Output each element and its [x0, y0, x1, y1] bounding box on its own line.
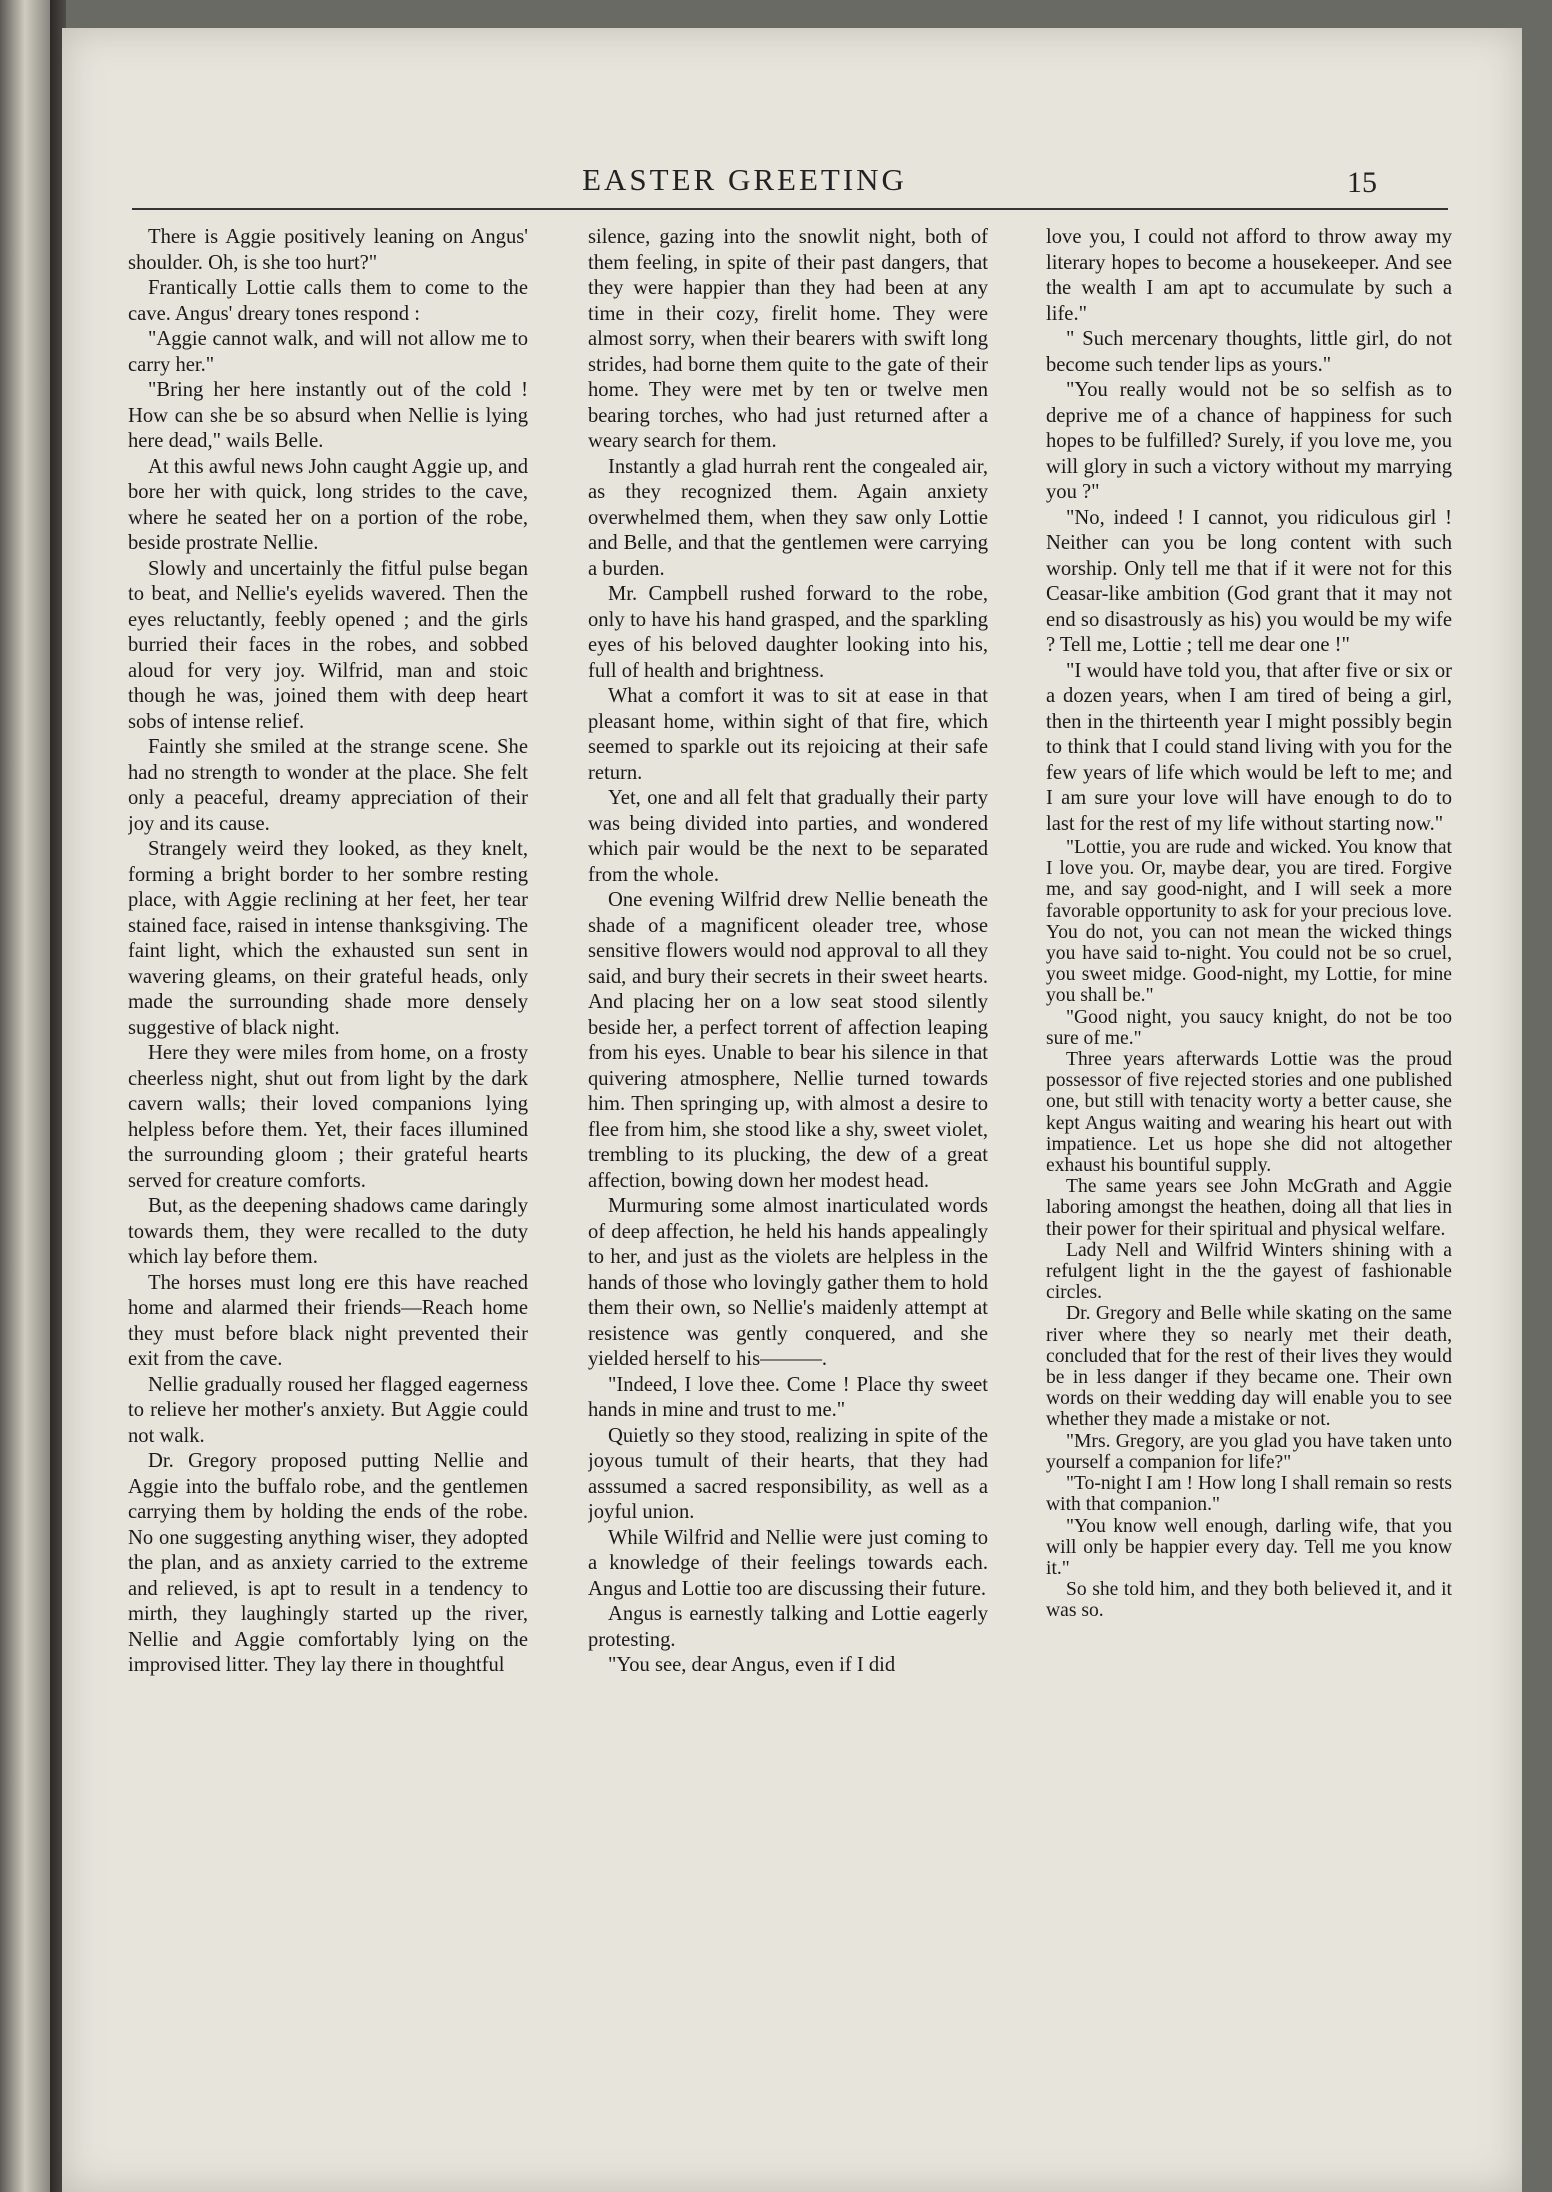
paragraph: "Good night, you saucy knight, do not be too sure of me."	[1046, 1006, 1452, 1049]
paragraph: Mr. Campbell rushed forward to the robe, only to have his hand grasped, and the sparkling eyes of his beloved daughter looking into his, full of health and brightness.	[588, 583, 988, 682]
paragraph: Instantly a glad hurrah rent the congealed air, as they recognized them. Again anxiety overwhelmed them, when they saw only Lottie and Belle, and that the gentlemen were carrying a burden.	[588, 455, 988, 580]
paragraph: At this awful news John caught Aggie up, and bore her with quick, long strides to the cave, where he seated her on a portion of the robe, beside prostrate Nellie.	[128, 455, 528, 554]
page-number: 15	[1347, 166, 1377, 199]
previous-page-edge	[0, 0, 50, 2192]
text-columns	[128, 225, 1452, 2105]
paragraph: Here they were miles from home, on a frosty cheerless night, shut out from light by the dark cavern walls; their loved companions lying helpless before them. Yet, their faces illumined the surrounding gloom ; their grateful hearts served for creature comforts.	[128, 1042, 528, 1192]
paragraph: Strangely weird they looked, as they knelt, forming a bright border to her sombre resting place, with Aggie reclining at her feet, her tear stained face, raised in intense thanksgiving. The faint light, which the exhausted sun sent in wavering gleams, on their grateful heads, only made the surrounding shade more densely suggestive of black night.	[128, 838, 528, 1039]
column-3	[1046, 225, 1452, 2105]
paragraph: "Indeed, I love thee. Come ! Place thy sweet hands in mine and trust to me."	[588, 1373, 988, 1421]
paragraph: Yet, one and all felt that gradually their party was being divided into parties, and wondered which pair would be the next to be separated from the whole.	[588, 787, 988, 886]
page-header	[62, 148, 1522, 208]
paragraph: "Bring her here instantly out of the cold ! How can she be so absurd when Nellie is lying here dead," wails Belle.	[128, 379, 528, 452]
magazine-page	[62, 28, 1522, 2192]
paragraph: Three years afterwards Lottie was the proud possessor of five rejected stories and one published one, but still with tenacity worty a better cause, she kept Angus waiting and wearing his heart out with impatience. Let us hope she did not altogether exhaust his bountiful supply.	[1046, 1049, 1452, 1177]
column-1	[128, 225, 528, 2105]
paragraph: "Mrs. Gregory, are you glad you have taken unto yourself a companion for life?"	[1046, 1430, 1452, 1473]
paragraph: So she told him, and they both believed it, and it was so.	[1046, 1579, 1452, 1622]
paragraph: "You really would not be so selfish as to deprive me of a chance of happiness for such hopes to be fulfilled? Surely, if you love me, you will glory in such a victory without my marrying you ?"	[1046, 379, 1452, 503]
paragraph: Angus is earnestly talking and Lottie eagerly protesting.	[588, 1603, 988, 1651]
paragraph: "You see, dear Angus, even if I did	[608, 1654, 896, 1676]
paragraph: Slowly and uncertainly the fitful pulse began to beat, and Nellie's eyelids wavered. Then the eyes reluctantly, feebly opened ; and the girls burried their faces in the robes, and sobbed aloud for very joy. Wilfrid, man and stoic though he was, joined them with deep heart sobs of intense relief.	[128, 557, 528, 733]
paragraph: love you, I could not afford to throw away my literary hopes to become a housekeeper. And see the wealth I am apt to accumulate by such a life."	[1046, 226, 1452, 325]
paragraph: Frantically Lottie calls them to come to the cave. Angus' dreary tones respond :	[128, 277, 528, 325]
paragraph: While Wilfrid and Nellie were just coming to a knowledge of their feelings towards each. Angus and Lottie too are discussing their future.	[588, 1526, 988, 1600]
paragraph: What a comfort it was to sit at ease in that pleasant home, within sight of that fire, which seemed to sparkle out its rejoicing at their safe return.	[588, 685, 988, 784]
paragraph: The same years see John McGrath and Aggie laboring amongst the heathen, doing all that lies in their power for their spiritual and physical welfare.	[1046, 1176, 1452, 1240]
paragraph: Faintly she smiled at the strange scene. She had no strength to wonder at the place. She felt only a peaceful, dreamy appreciation of their joy and its cause.	[128, 736, 528, 835]
paragraph: "To-night I am ! How long I shall remain so rests with that companion."	[1046, 1473, 1452, 1516]
paragraph: "No, indeed ! I cannot, you ridiculous girl ! Neither can you be long content with such worship. Only tell me that if it were not for this Ceasar-like ambition (God grant that it may not end so disastrously as his) you would be my wife ? Tell me, Lottie ; tell me dear one !"	[1046, 506, 1452, 656]
paragraph: Dr. Gregory proposed putting Nellie and Aggie into the buffalo robe, and the gentlemen carrying them by holding the ends of the robe. No one suggesting anything wiser, they adopted the plan, and as anxiety carried to the extreme and relieved, is apt to result in a tendency to mirth, they laughingly started up the river, Nellie and Aggie comfortably lying on the improvised litter. They lay there in thoughtful	[128, 1450, 528, 1676]
paragraph: But, as the deepening shadows came daringly towards them, they were recalled to the duty which lay before them.	[128, 1195, 528, 1268]
paragraph: "Aggie cannot walk, and will not allow me to carry her."	[128, 328, 528, 376]
paragraph: "Lottie, you are rude and wicked. You know that I love you. Or, maybe dear, you are tired. Forgive me, and say good-night, and I will seek a more favorable opportunity to ask for your precious love. You do not, you can not mean the wicked things you have said to-night. You could not be so cruel, you sweet midge. Good-night, my Lottie, for mine you shall be."	[1046, 837, 1452, 1007]
paragraph: The horses must long ere this have reached home and alarmed their friends—Reach home they must before black night prevented their exit from the cave.	[128, 1271, 528, 1370]
paragraph: silence, gazing into the snowlit night, both of them feeling, in spite of their past dangers, that they were happier than they had been at any time in their cozy, firelit home. They were almost sorry, when their bearers with swift long strides, had borne them quite to the gate of their home. They were met by ten or twelve men bearing torches, who had just returned after a weary search for them.	[588, 226, 988, 452]
paragraph: There is Aggie positively leaning on Angus' shoulder. Oh, is she too hurt?"	[128, 226, 528, 274]
paragraph: Murmuring some almost inarticulated words of deep affection, he held his hands appealingly to her, and just as the violets are helpless in the hands of those who lovingly gather them to hold them their own, so Nellie's maidenly attempt at resistence was gently conquered, and she yielded herself to his———.	[588, 1195, 988, 1370]
header-rule	[132, 208, 1448, 210]
paragraph: Dr. Gregory and Belle while skating on the same river where they so nearly met their death, concluded that for the rest of their lives they would be in less danger if they became one. Their own words on their wedding day will enable you to see whether they made a mistake or not.	[1046, 1303, 1452, 1431]
paragraph: One evening Wilfrid drew Nellie beneath the shade of a magnificent oleader tree, whose sensitive flowers would nod approval to all they said, and bury their secrets in their sweet hearts. And placing her on a low seat stood silently beside her, a perfect torrent of affection leaping from his eyes. Unable to bear his silence in that quivering atmosphere, Nellie turned towards him. Then springing up, with almost a desire to flee from him, she stood like a shy, sweet violet, trembling to its plucking, the dew of a great affection, bowing down her modest head.	[588, 889, 988, 1192]
paragraph: " Such mercenary thoughts, little girl, do not become such tender lips as yours."	[1046, 328, 1452, 376]
paragraph: Nellie gradually roused her flagged eagerness to relieve her mother's anxiety. But Aggie could not walk.	[128, 1373, 528, 1447]
paragraph: "You know well enough, darling wife, that you will only be happier every day. Tell me you know it."	[1046, 1515, 1452, 1579]
running-title: EASTER GREETING	[582, 162, 907, 197]
paragraph: Lady Nell and Wilfrid Winters shining with a refulgent light in the the gayest of fashionable circles.	[1046, 1239, 1452, 1304]
paragraph: "I would have told you, that after five or six or a dozen years, when I am tired of being a girl, then in the thirteenth year I might possibly begin to think that I could stand living with you for the few years of life which would be left to me; and I am sure your love will have enough to do to last for the rest of my life without starting now."	[1046, 659, 1452, 835]
column-2	[588, 225, 988, 2105]
paragraph: Quietly so they stood, realizing in spite of the joyous tumult of their hearts, that they had asssumed a sacred responsibility, as well as a joyful union.	[588, 1424, 988, 1523]
